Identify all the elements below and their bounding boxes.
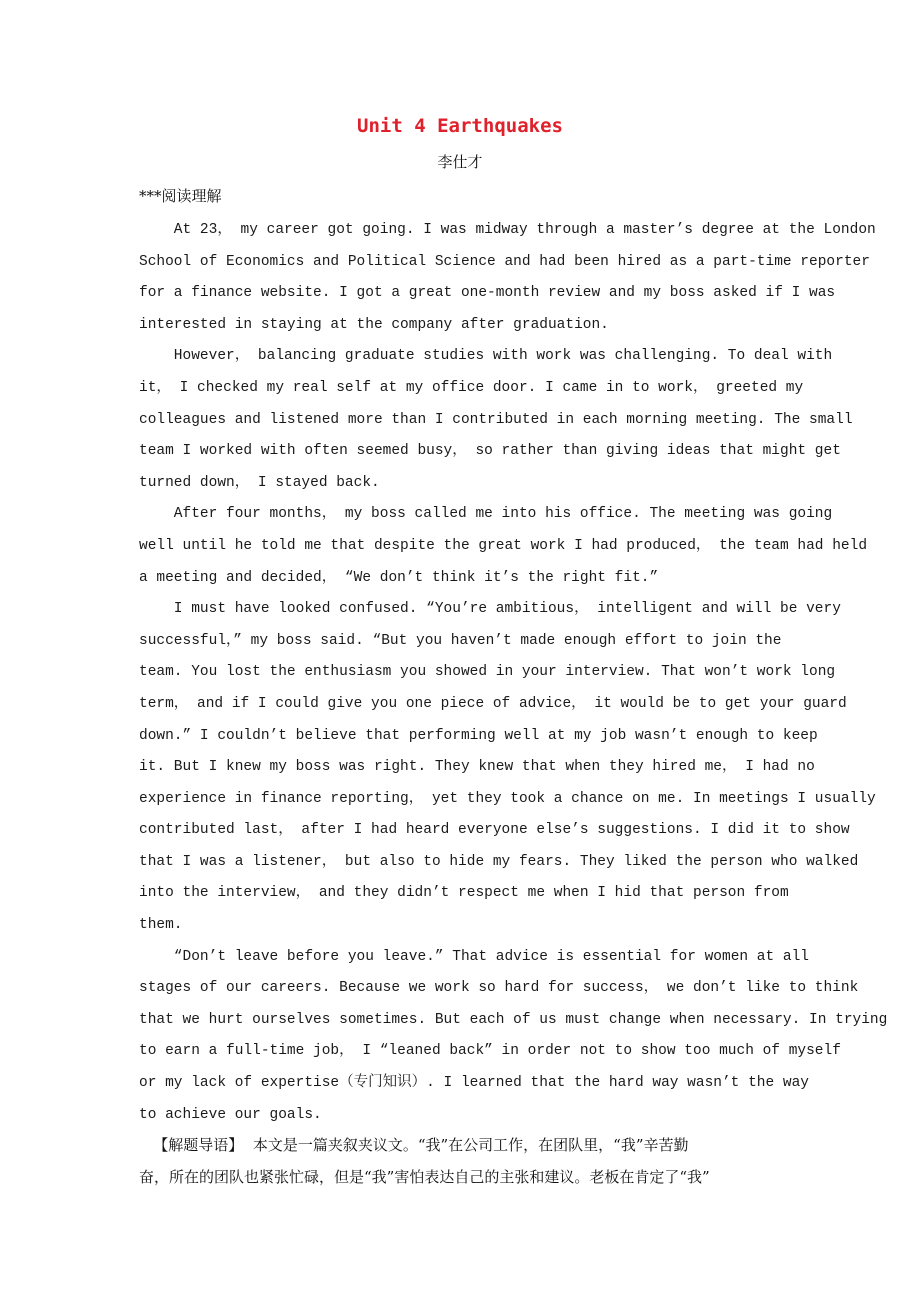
passage-line: it， I checked my real self at my office door. I came in to work， greeted my xyxy=(139,379,804,396)
passage-line: well until he told me that despite the great work I had produced， the team had held xyxy=(139,537,868,554)
passage-line: a meeting and decided， “We don’t think it’s the right fit.” xyxy=(139,569,659,586)
passage-line: turned down， I stayed back. xyxy=(139,474,380,491)
passage-line: down.” I couldn’t believe that performing well at my job wasn’t enough to keep xyxy=(139,727,818,744)
author-name: 李仕才 xyxy=(437,153,483,171)
passage-line: I must have looked confused. “You’re ambitious， intelligent and will be very xyxy=(139,601,841,618)
passage-line: it. But I knew my boss was right. They knew that when they hired me， I had no xyxy=(139,759,815,776)
passage-line: School of Economics and Political Science and had been hired as a part-time reporter xyxy=(139,253,870,270)
guide-line: 【解题导语】 本文是一篇夹叙夹议文。“我”在公司工作，在团队里，“我”辛苦勤 xyxy=(139,1136,689,1154)
passage-line: into the interview， and they didn’t respect me when I hid that person from xyxy=(139,885,789,902)
passage-line: them. xyxy=(139,917,183,934)
passage-line: team. You lost the enthusiasm you showed in your interview. That won’t work long xyxy=(139,664,836,681)
solution-guide xyxy=(139,1130,819,1193)
section-label: ***阅读理解 xyxy=(139,187,222,205)
passage-line: that I was a listener， but also to hide my fears. They liked the person who walked xyxy=(139,853,859,870)
passage-line: to achieve our goals. xyxy=(139,1106,322,1123)
document-title: Unit 4 Earthquakes xyxy=(357,115,563,137)
passage-line: or my lack of expertise（专门知识）. I learned that the hard way wasn’t the way xyxy=(139,1075,809,1092)
passage-line: stages of our careers. Because we work so hard for success， we don’t like to think xyxy=(139,980,859,997)
passage-line: that we hurt ourselves sometimes. But each of us must change when necessary. In trying xyxy=(139,1011,888,1028)
passage-line: team I worked with often seemed busy， so rather than giving ideas that might get xyxy=(139,443,841,460)
passage-line: contributed last， after I had heard everyone else’s suggestions. I did it to show xyxy=(139,822,850,839)
passage-line: for a finance website. I got a great one-month review and my boss asked if I was xyxy=(139,285,836,302)
passage-line: After four months， my boss called me into his office. The meeting was going xyxy=(139,506,833,523)
passage-line: colleagues and listened more than I contributed in each morning meeting. The small xyxy=(139,411,853,428)
passage-line: “Don’t leave before you leave.” That advice is essential for women at all xyxy=(139,948,810,965)
passage-line: However， balancing graduate studies with work was challenging. To deal with xyxy=(139,348,833,365)
passage-line: term， and if I could give you one piece of advice， it would be to get your guard xyxy=(139,695,847,712)
passage-line: experience in finance reporting， yet they took a chance on me. In meetings I usually xyxy=(139,790,876,807)
passage-line: At 23， my career got going. I was midway through a master’s degree at the London xyxy=(139,222,876,238)
guide-line: 奋，所在的团队也紧张忙碌，但是“我”害怕表达自己的主张和建议。老板在肯定了“我” xyxy=(139,1167,710,1186)
passage-line: successful，” my boss said. “But you haven’t made enough effort to join the xyxy=(139,632,782,649)
passage-line: interested in staying at the company after graduation. xyxy=(139,316,609,333)
passage-line: to earn a full-time job， I “leaned back” in order not to show too much of myself xyxy=(139,1043,841,1060)
reading-passage xyxy=(139,215,888,1131)
